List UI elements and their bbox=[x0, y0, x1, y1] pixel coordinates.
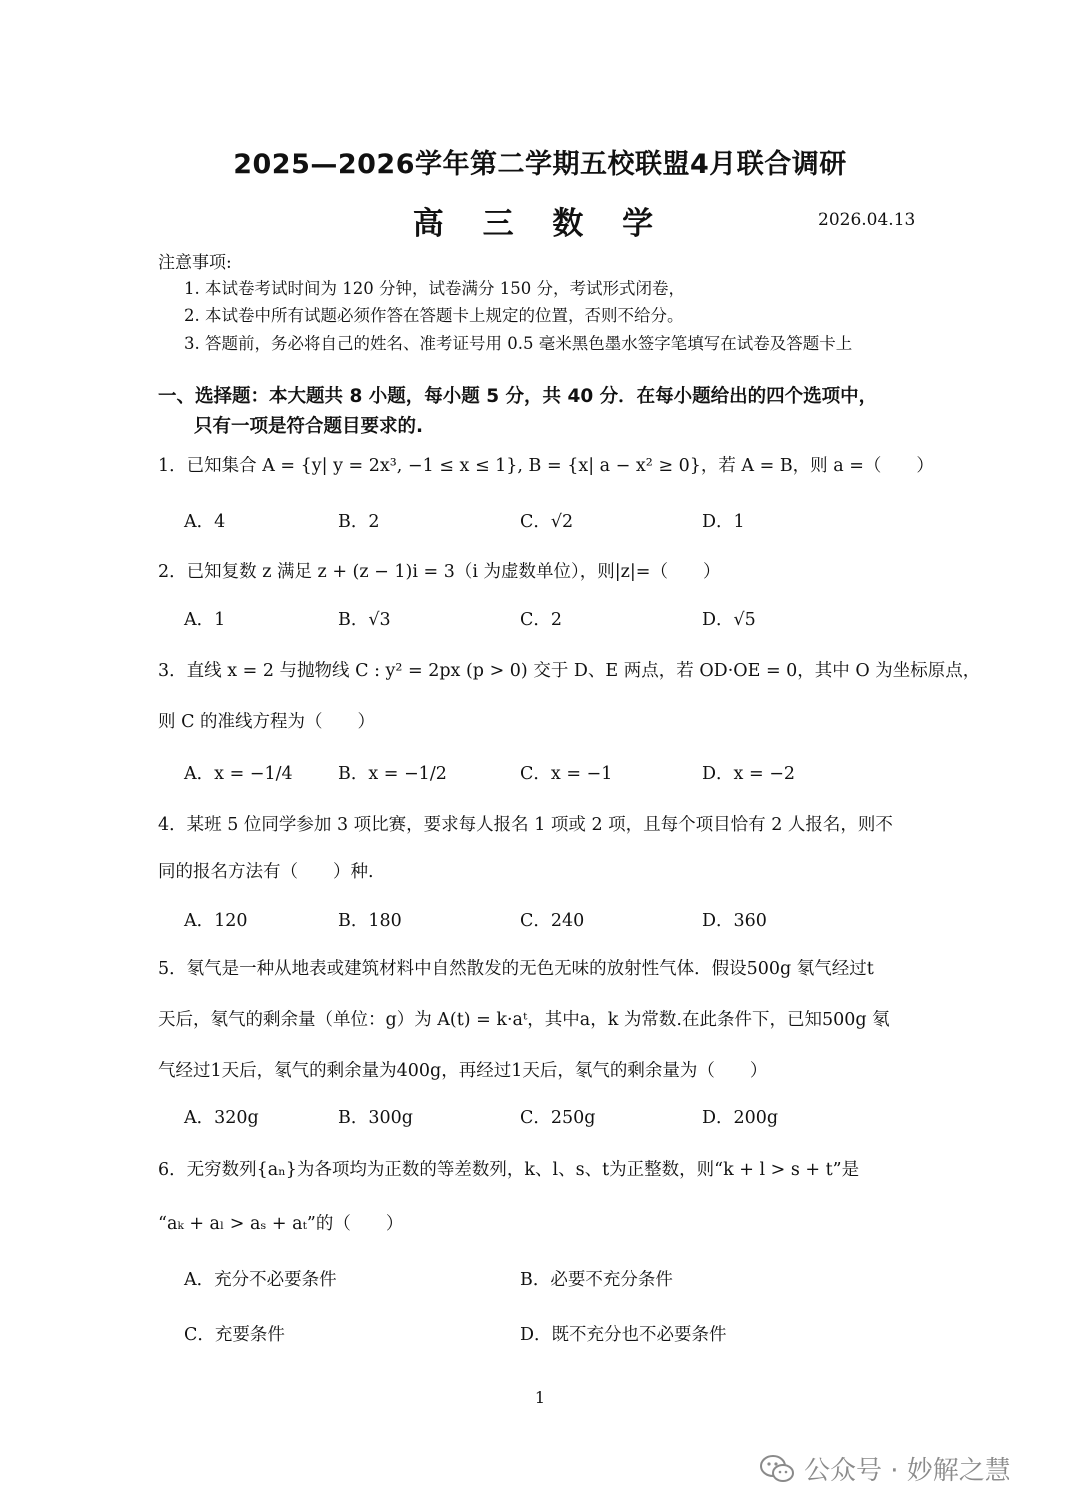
page-number: 1 bbox=[534, 1388, 546, 1407]
question-3-option-a: A．x = −1/4 bbox=[184, 764, 293, 784]
wechat-icon bbox=[760, 1454, 794, 1484]
question-6-stem: 6．无穷数列{aₙ}为各项均为正数的等差数列，k、l、s、t为正整数，则“k + l > s + t”是 bbox=[158, 1160, 860, 1180]
question-3-option-b: B．x = −1/2 bbox=[338, 764, 447, 784]
question-4-option-d: D．360 bbox=[702, 911, 767, 931]
exam-subject: 高 三 数 学 bbox=[412, 206, 668, 242]
question-2-option-c: C．2 bbox=[520, 610, 563, 630]
watermark bbox=[760, 1450, 1011, 1487]
notice-heading: 注意事项: bbox=[158, 253, 232, 273]
question-6-option-d: D．既不充分也不必要条件 bbox=[520, 1325, 727, 1345]
question-1-option-a: A．4 bbox=[184, 512, 226, 532]
notice-item-1: 1. 本试卷考试时间为 120 分钟，试卷满分 150 分，考试形式闭卷， bbox=[184, 279, 685, 298]
question-5-option-c: C．250g bbox=[520, 1108, 596, 1128]
question-2-option-b: B．√3 bbox=[338, 610, 391, 630]
exam-title: 2025—2026学年第二学期五校联盟4月联合调研 bbox=[233, 149, 847, 180]
question-5-option-d: D．200g bbox=[702, 1108, 779, 1128]
question-1-stem: 1．已知集合 A = {y| y = 2x³, −1 ≤ x ≤ 1}, B = {x| a − x² ≥ 0}，若 A = B，则 a =（ ） bbox=[158, 456, 934, 476]
question-2-stem: 2．已知复数 z 满足 z + (z − 1)i = 3（i 为虚数单位），则|z|=（ ） bbox=[158, 562, 721, 582]
question-3-stem: 3．直线 x = 2 与抛物线 C : y² = 2px (p > 0) 交于 D、E 两点，若 OD·OE = 0，其中 O 为坐标原点， bbox=[158, 661, 981, 681]
question-6-stem-line2: “aₖ + aₗ > aₛ + aₜ”的（ ） bbox=[158, 1214, 404, 1234]
watermark-text: 公众号 · 妙解之慧 bbox=[804, 1456, 1011, 1486]
question-5-stem-line2: 天后，氡气的剩余量（单位：g）为 A(t) = k·aᵗ，其中a，k 为常数.在此条件下，已知500g 氡 bbox=[158, 1010, 890, 1030]
question-3-option-d: D．x = −2 bbox=[702, 764, 795, 784]
question-1-option-b: B．2 bbox=[338, 512, 380, 532]
section-heading bbox=[158, 382, 958, 442]
question-5-option-a: A．320g bbox=[184, 1108, 259, 1128]
question-1-option-c: C．√2 bbox=[520, 512, 574, 532]
question-6-option-b: B．必要不充分条件 bbox=[520, 1270, 673, 1290]
question-5-stem-line3: 气经过1天后，氡气的剩余量为400g，再经过1天后，氡气的剩余量为（ ） bbox=[158, 1061, 768, 1081]
question-1-option-d: D．1 bbox=[702, 512, 745, 532]
section-heading-line2: 只有一项是符合题目要求的. bbox=[194, 416, 424, 437]
question-4-option-b: B．180 bbox=[338, 911, 402, 931]
question-3-option-c: C．x = −1 bbox=[520, 764, 613, 784]
notice-item-2: 2. 本试卷中所有试题必须作答在答题卡上规定的位置，否则不给分。 bbox=[184, 306, 684, 325]
question-3-stem-line2: 则 C 的准线方程为（ ） bbox=[158, 712, 376, 732]
question-4-option-a: A．120 bbox=[184, 911, 248, 931]
exam-date: 2026.04.13 bbox=[818, 210, 916, 230]
question-2-option-a: A．1 bbox=[184, 610, 226, 630]
question-2-option-d: D．√5 bbox=[702, 610, 756, 630]
question-4-option-c: C．240 bbox=[520, 911, 585, 931]
question-4-stem-line2: 同的报名方法有（ ）种. bbox=[158, 862, 374, 882]
question-6-option-a: A．充分不必要条件 bbox=[184, 1270, 337, 1290]
section-heading-line1: 一、选择题：本大题共 8 小题，每小题 5 分，共 40 分．在每小题给出的四个选项中， bbox=[158, 386, 878, 407]
question-6-option-c: C．充要条件 bbox=[184, 1325, 285, 1345]
question-5-stem: 5．氡气是一种从地表或建筑材料中自然散发的无色无味的放射性气体．假设500g 氡气经过t bbox=[158, 959, 874, 979]
question-4-stem: 4．某班 5 位同学参加 3 项比赛，要求每人报名 1 项或 2 项，且每个项目恰有 2 人报名，则不 bbox=[158, 815, 893, 835]
question-5-option-b: B．300g bbox=[338, 1108, 413, 1128]
notice-item-3: 3. 答题前，务必将自己的姓名、准考证号用 0.5 毫米黑色墨水签字笔填写在试卷及答题卡上 bbox=[184, 334, 853, 353]
